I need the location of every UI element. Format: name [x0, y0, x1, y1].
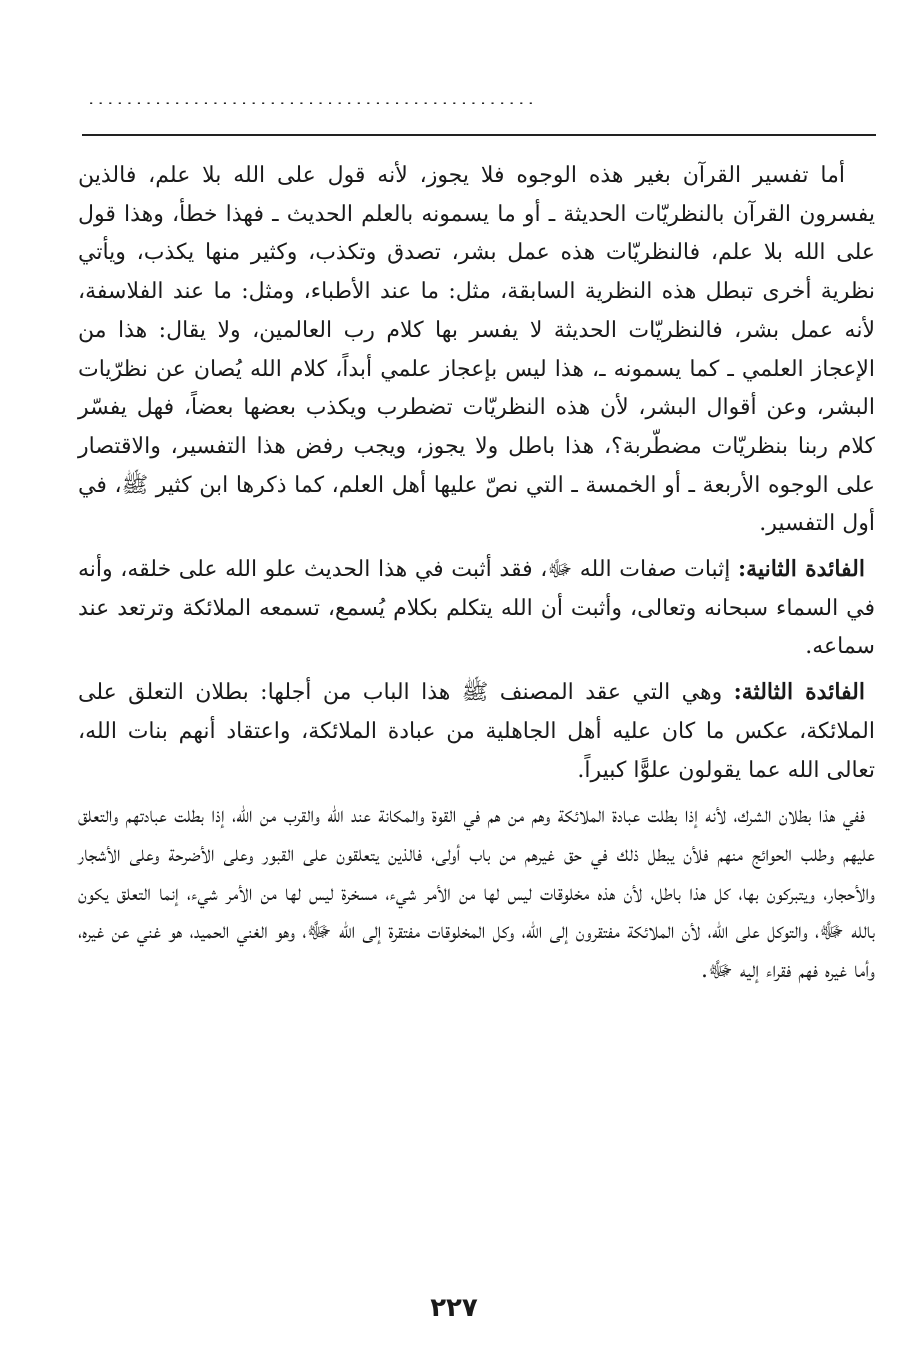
paragraph-tafsir — [78, 156, 875, 544]
paragraph-lead-second-benefit: الفائدة الثانية: — [738, 556, 865, 583]
paragraph-shirk-invalidity — [78, 796, 875, 991]
paragraph-lead-third-benefit: الفائدة الثالثة: — [733, 679, 865, 706]
page-number: ٢٢٧ — [430, 1293, 478, 1323]
paragraph-second-benefit — [78, 550, 875, 667]
paragraph-text: ففي هذا بطلان الشرك، لأنه إذا بطلت عبادة الملائكة وهم من هم في القوة والمكانة عند الله والقرب من الله، إذا بطلت عبادتهم والتعلق عليهم وطلب الحوائج منهم فلأن يبطل ذلك في حق غيرهم من باب أولى، فالذين يتعلقون على القبور وعلى الأضرحة وعلى الأشجار والأحجار، ويتبركون بها، كل هذا باطل، لأن هذه مخلوقات ليس لها من الأمر شيء، مسخرة ليس لها من الأمر شيء، إنما التعلق يكون بالله ﷻ، والتوكل على الله، لأن الملائكة مفتقرون إلى الله، وكل المخلوقات مفتقرة إلى الله ﷻ، وهو الغني الحميد، هو غني عن غيره، وأما غيره فهم فقراء إليه ﷻ. — [78, 803, 875, 984]
paragraph-text: أما تفسير القرآن بغير هذه الوجوه فلا يجوز، لأنه قول على الله بلا علم، فالذين يفسرون القرآن بالنظريّات الحديثة ـ أو ما يسمونه بالعلم الحديث ـ فهذا خطأ، وهذا قول على الله بلا علم، فالنظريّات هذه عمل بشر، تصدق وتكذب، وكثير منها يكذب، ويأتي نظرية أخرى تبطل هذه النظرية السابقة، مثل: ما عند الأطباء، ومثل: ما عند الفلاسفة، لأنه عمل بشر، فالنظريّات الحديثة لا يفسر بها كلام رب العالمين، ولا يقال: هذا من الإعجاز العلمي ـ كما يسمونه ـ، هذا ليس بإعجاز علمي أبداً، كلام الله يُصان عن نظرّيات البشر، وعن أقوال البشر، لأن هذه النظريّات تضطرب ويكذب بعضها بعضاً، فهل يفسّر كلام ربنا بنظريّات مضطّربة؟، هذا باطل ولا يجوز، ويجب رفض هذا التفسير، والاقتصار على الوجوه الأربعة ـ أو الخمسة ـ التي نصّ عليها أهل العلم، كما ذكرها ابن كثير ﷺ، في أول التفسير. — [78, 163, 876, 537]
page-body — [78, 156, 875, 991]
paragraph-text: وهي التي عقد المصنف ﷺ هذا الباب من أجلها: بطلان التعلق على الملائكة، عكس ما كان عليه أهل الجاهلية من عبادة الملائكة، واعتقاد أنهم بنات الله، تعالى الله عما يقولون علوًّا كبيراً. — [78, 680, 875, 783]
header-rule — [82, 134, 876, 136]
paragraph-third-benefit — [78, 673, 875, 790]
dotted-separator: ............................................... — [88, 92, 538, 104]
paragraph-text: إثبات صفات الله ﷻ، فقد أثبت في هذا الحديث علو الله على خلقه، وأنه في السماء سبحانه وتعالى، وأثبت أن الله يتكلم بكلام يُسمع، تسمعه الملائكة وترتعد عند سماعه. — [78, 557, 875, 660]
